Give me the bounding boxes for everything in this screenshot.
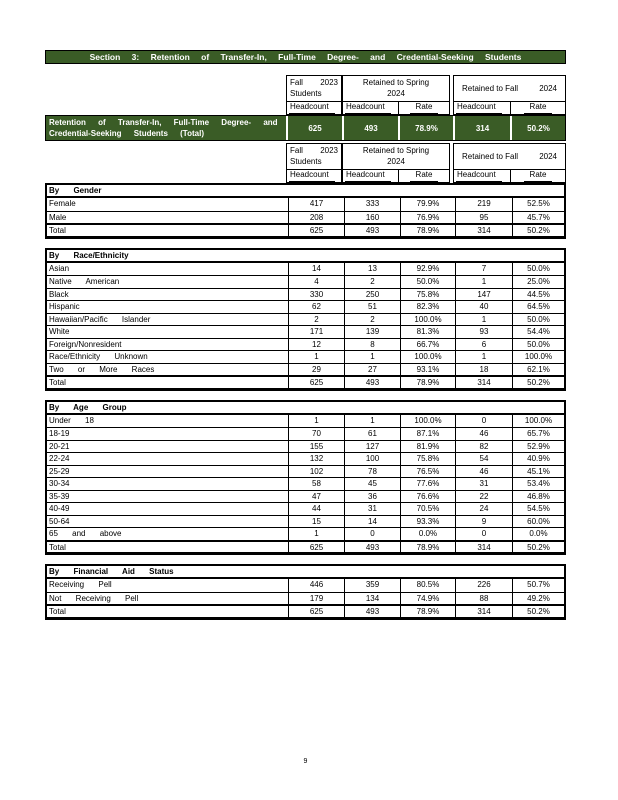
- cell-fall2024-headcount: 22: [455, 491, 512, 503]
- table-row: [47, 275, 564, 288]
- cell-spring-headcount: 2: [344, 276, 400, 288]
- cell-fall-headcount: 625: [288, 225, 344, 236]
- overall-total-label: Retention of Transfer-In, Full-Time Degree- and Credential-Seeking Students (Total): [49, 118, 278, 138]
- cell-fall2024-rate: 40.9%: [512, 453, 564, 465]
- cell-fall2024-headcount: 31: [455, 478, 512, 490]
- col-retained-fall-year: 2024: [539, 152, 557, 161]
- cell-fall2024-rate: 46.8%: [512, 491, 564, 503]
- row-label: Female: [49, 199, 76, 208]
- cell-spring-rate: 79.9%: [400, 198, 455, 211]
- column-header-block: [45, 75, 566, 115]
- table-row: [47, 477, 564, 490]
- cell-spring-headcount: 14: [344, 516, 400, 528]
- table-section-by-race-ethnicity: [45, 248, 566, 391]
- cell-fall2024-headcount: 54: [455, 453, 512, 465]
- row-label: Two or More Races: [49, 364, 155, 374]
- row-label: Race/Ethnicity Unknown: [49, 352, 148, 361]
- cell-fall2024-rate: 49.2%: [512, 593, 564, 605]
- cell-fall2024-rate: 100.0%: [512, 415, 564, 428]
- table-row: [47, 313, 564, 326]
- cell-spring-headcount: 127: [344, 441, 400, 453]
- table-row: [47, 198, 564, 211]
- cell-fall2024-headcount: 1: [455, 276, 512, 288]
- table-row: [47, 502, 564, 515]
- subheader-headcount: Headcount: [287, 102, 341, 114]
- cell-spring-headcount: 0: [344, 528, 400, 540]
- row-label: Receiving Pell: [49, 580, 112, 589]
- cell-spring-headcount: 27: [344, 364, 400, 376]
- row-label: Foreign/Nonresident: [49, 339, 122, 349]
- cell-fall2024-headcount: 40: [455, 301, 512, 313]
- col-group-retained-spring-2024: [342, 143, 450, 183]
- table-row: [47, 350, 564, 363]
- cell-spring-rate: 76.9%: [400, 212, 455, 224]
- cell-fall-headcount: 4: [288, 276, 344, 288]
- cell-fall-headcount: 15: [288, 516, 344, 528]
- cell-spring-headcount: 160: [344, 212, 400, 224]
- cell-spring-rate: 93.1%: [400, 364, 455, 376]
- row-label: 65 and above: [49, 529, 122, 538]
- cell-fall2024-headcount: 88: [455, 593, 512, 605]
- section-header: By Financial Aid Status: [47, 566, 564, 579]
- col-group-retained-fall-2024: [453, 75, 566, 115]
- cell-spring-rate: 70.5%: [400, 503, 455, 515]
- cell-fall2024-rate: 52.5%: [512, 198, 564, 211]
- row-label: Native American: [49, 277, 120, 286]
- cell-spring-headcount: 1: [344, 351, 400, 363]
- cell-spring-headcount: 36: [344, 491, 400, 503]
- col-fall-year: 2023: [320, 78, 338, 87]
- cell-spring-headcount: 51: [344, 301, 400, 313]
- cell-spring-rate: 87.1%: [400, 428, 455, 440]
- table-section-by-financial-aid-status: [45, 564, 566, 620]
- cell-fall2024-headcount: 314: [455, 377, 512, 388]
- row-label: Under 18: [49, 415, 94, 425]
- cell-fall-headcount: 62: [288, 301, 344, 313]
- cell-fall2024-headcount: 95: [455, 212, 512, 224]
- overall-total-fall2024-headcount: 314: [453, 116, 510, 140]
- row-label: Not Receiving Pell: [49, 593, 139, 603]
- cell-fall-headcount: 12: [288, 339, 344, 351]
- cell-fall-headcount: 155: [288, 441, 344, 453]
- cell-fall-headcount: 47: [288, 491, 344, 503]
- table-total-row: [47, 604, 564, 617]
- row-label: Hawaiian/Pacific Islander: [49, 314, 151, 324]
- cell-spring-headcount: 493: [344, 606, 400, 617]
- table-section-by-age-group: [45, 400, 566, 556]
- cell-fall-headcount: 446: [288, 579, 344, 592]
- col-retained-fall-label: Retained to Fall: [462, 152, 519, 161]
- cell-fall2024-rate: 52.9%: [512, 441, 564, 453]
- cell-fall2024-rate: 50.2%: [512, 542, 564, 553]
- cell-fall2024-headcount: 314: [455, 606, 512, 617]
- row-label: 50-64: [49, 516, 70, 526]
- cell-fall2024-rate: 65.7%: [512, 428, 564, 440]
- row-label: 20-21: [49, 441, 70, 451]
- col-retained-fall-year: 2024: [539, 84, 557, 93]
- subheader-rate: Rate: [398, 170, 449, 182]
- cell-spring-rate: 75.8%: [400, 453, 455, 465]
- cell-fall2024-headcount: 93: [455, 326, 512, 338]
- cell-fall-headcount: 2: [288, 314, 344, 326]
- overall-total-spring-headcount: 493: [342, 116, 398, 140]
- cell-fall2024-headcount: 24: [455, 503, 512, 515]
- col-fall-students: Students: [290, 89, 322, 98]
- cell-fall-headcount: 29: [288, 364, 344, 376]
- cell-spring-rate: 78.9%: [400, 606, 455, 617]
- cell-fall2024-rate: 54.4%: [512, 326, 564, 338]
- cell-spring-rate: 80.5%: [400, 579, 455, 592]
- row-label: Total: [49, 607, 66, 616]
- cell-fall-headcount: 625: [288, 542, 344, 553]
- cell-fall-headcount: 208: [288, 212, 344, 224]
- overall-total-spring-rate: 78.9%: [398, 116, 453, 140]
- cell-fall2024-headcount: 314: [455, 542, 512, 553]
- col-retained-spring-label: Retained to Spring: [362, 146, 430, 155]
- table-row: [47, 263, 564, 276]
- header-spacer: [45, 75, 286, 115]
- overall-total-row: [45, 115, 566, 141]
- subheader-headcount: Headcount: [343, 102, 398, 114]
- page-number: 9: [303, 758, 308, 765]
- cell-fall2024-rate: 25.0%: [512, 276, 564, 288]
- table-row: [47, 363, 564, 376]
- cell-fall2024-headcount: 18: [455, 364, 512, 376]
- cell-fall2024-headcount: 82: [455, 441, 512, 453]
- subheader-headcount: Headcount: [454, 102, 510, 114]
- cell-spring-rate: 78.9%: [400, 225, 455, 236]
- section-header: By Gender: [47, 185, 564, 198]
- cell-fall-headcount: 171: [288, 326, 344, 338]
- cell-fall2024-headcount: 1: [455, 351, 512, 363]
- cell-spring-rate: 76.6%: [400, 491, 455, 503]
- cell-spring-headcount: 45: [344, 478, 400, 490]
- cell-spring-headcount: 333: [344, 198, 400, 211]
- col-group-fall-2023-students: [286, 75, 342, 115]
- col-retained-spring-year: 2024: [387, 89, 405, 98]
- cell-spring-headcount: 250: [344, 289, 400, 301]
- cell-spring-rate: 78.9%: [400, 542, 455, 553]
- row-label: 25-29: [49, 466, 70, 476]
- table-row: [47, 465, 564, 478]
- cell-spring-rate: 0.0%: [400, 528, 455, 540]
- table-row: [47, 325, 564, 338]
- cell-fall-headcount: 58: [288, 478, 344, 490]
- cell-fall2024-headcount: 219: [455, 198, 512, 211]
- cell-fall2024-rate: 45.1%: [512, 466, 564, 478]
- cell-spring-rate: 100.0%: [400, 415, 455, 428]
- cell-spring-headcount: 134: [344, 593, 400, 605]
- cell-spring-headcount: 31: [344, 503, 400, 515]
- report-content: [45, 50, 566, 629]
- cell-spring-headcount: 8: [344, 339, 400, 351]
- table-row: [47, 300, 564, 313]
- breakdown-sections: [45, 183, 566, 620]
- cell-fall-headcount: 625: [288, 606, 344, 617]
- col-fall-word: Fall: [290, 78, 303, 87]
- table-row: [47, 440, 564, 453]
- cell-fall2024-rate: 45.7%: [512, 212, 564, 224]
- cell-fall2024-rate: 50.2%: [512, 606, 564, 617]
- overall-total-fall-headcount: 625: [286, 116, 342, 140]
- row-label: Total: [49, 226, 66, 235]
- col-fall-word: Fall: [290, 146, 303, 155]
- subheader-headcount: Headcount: [287, 170, 341, 182]
- cell-spring-rate: 76.5%: [400, 466, 455, 478]
- cell-spring-headcount: 61: [344, 428, 400, 440]
- cell-fall-headcount: 1: [288, 415, 344, 428]
- header-spacer: [45, 143, 286, 183]
- cell-spring-headcount: 78: [344, 466, 400, 478]
- table-row: [47, 527, 564, 540]
- cell-fall2024-headcount: 0: [455, 415, 512, 428]
- table-row: [47, 415, 564, 428]
- cell-spring-rate: 66.7%: [400, 339, 455, 351]
- cell-fall-headcount: 417: [288, 198, 344, 211]
- cell-spring-headcount: 100: [344, 453, 400, 465]
- cell-fall-headcount: 14: [288, 263, 344, 276]
- cell-spring-rate: 100.0%: [400, 314, 455, 326]
- cell-spring-rate: 81.3%: [400, 326, 455, 338]
- col-fall-year: 2023: [320, 146, 338, 155]
- cell-spring-headcount: 493: [344, 542, 400, 553]
- row-label: 18-19: [49, 429, 70, 438]
- cell-spring-rate: 77.6%: [400, 478, 455, 490]
- row-label: Total: [49, 542, 66, 552]
- column-header-block: [45, 143, 566, 183]
- row-label: Male: [49, 212, 67, 222]
- cell-fall2024-rate: 60.0%: [512, 516, 564, 528]
- cell-fall2024-rate: 50.0%: [512, 339, 564, 351]
- section-header: By Age Group: [47, 402, 564, 415]
- cell-fall2024-headcount: 147: [455, 289, 512, 301]
- cell-spring-headcount: 1: [344, 415, 400, 428]
- cell-spring-rate: 75.8%: [400, 289, 455, 301]
- cell-spring-headcount: 139: [344, 326, 400, 338]
- subheader-rate: Rate: [510, 170, 565, 182]
- cell-spring-rate: 82.3%: [400, 301, 455, 313]
- row-label: Total: [49, 378, 66, 387]
- table-total-row: [47, 223, 564, 236]
- cell-fall2024-rate: 100.0%: [512, 351, 564, 363]
- col-retained-spring-label: Retained to Spring: [362, 78, 430, 87]
- cell-fall2024-headcount: 226: [455, 579, 512, 592]
- table-row: [47, 579, 564, 592]
- subheader-rate: Rate: [510, 102, 565, 114]
- cell-fall-headcount: 1: [288, 528, 344, 540]
- cell-spring-rate: 78.9%: [400, 377, 455, 388]
- cell-fall2024-headcount: 46: [455, 466, 512, 478]
- table-row: [47, 452, 564, 465]
- cell-spring-rate: 81.9%: [400, 441, 455, 453]
- cell-fall2024-headcount: 6: [455, 339, 512, 351]
- cell-spring-headcount: 493: [344, 377, 400, 388]
- overall-total-fall2024-rate: 50.2%: [510, 116, 565, 140]
- table-row: [47, 427, 564, 440]
- row-label: 30-34: [49, 479, 70, 488]
- table-row: [47, 338, 564, 351]
- cell-spring-headcount: 2: [344, 314, 400, 326]
- col-retained-fall-label: Retained to Fall: [462, 84, 519, 93]
- cell-spring-rate: 92.9%: [400, 263, 455, 276]
- cell-fall-headcount: 330: [288, 289, 344, 301]
- cell-fall2024-headcount: 46: [455, 428, 512, 440]
- cell-spring-rate: 100.0%: [400, 351, 455, 363]
- subheader-rate: Rate: [398, 102, 449, 114]
- table-total-row: [47, 375, 564, 388]
- cell-fall2024-rate: 50.2%: [512, 225, 564, 236]
- cell-fall2024-rate: 50.0%: [512, 314, 564, 326]
- row-label: Asian: [49, 263, 70, 273]
- row-label: White: [49, 327, 70, 336]
- cell-fall2024-rate: 50.0%: [512, 263, 564, 276]
- col-fall-students: Students: [290, 157, 322, 166]
- subheader-headcount: Headcount: [454, 170, 510, 182]
- cell-fall-headcount: 625: [288, 377, 344, 388]
- cell-fall2024-rate: 53.4%: [512, 478, 564, 490]
- table-row: [47, 592, 564, 605]
- cell-fall2024-headcount: 0: [455, 528, 512, 540]
- report-title-bar: Section 3: Retention of Transfer-In, Full-Time Degree- and Credential-Seeking Students: [45, 50, 566, 64]
- row-label: 35-39: [49, 491, 70, 501]
- col-group-retained-spring-2024: [342, 75, 450, 115]
- cell-fall-headcount: 1: [288, 351, 344, 363]
- table-row: [47, 490, 564, 503]
- table-row: [47, 515, 564, 528]
- cell-spring-rate: 74.9%: [400, 593, 455, 605]
- cell-fall2024-rate: 50.2%: [512, 377, 564, 388]
- row-label: 22-24: [49, 454, 70, 463]
- cell-fall2024-headcount: 9: [455, 516, 512, 528]
- row-label: 40-49: [49, 504, 70, 513]
- cell-fall-headcount: 70: [288, 428, 344, 440]
- row-label: Black: [49, 289, 69, 299]
- section-header: By Race/Ethnicity: [47, 250, 564, 263]
- cell-fall2024-rate: 0.0%: [512, 528, 564, 540]
- col-retained-spring-year: 2024: [387, 157, 405, 166]
- cell-fall2024-rate: 54.5%: [512, 503, 564, 515]
- cell-fall2024-headcount: 1: [455, 314, 512, 326]
- table-section-by-gender: [45, 183, 566, 239]
- cell-fall2024-rate: 50.7%: [512, 579, 564, 592]
- cell-spring-rate: 93.3%: [400, 516, 455, 528]
- cell-fall2024-rate: 64.5%: [512, 301, 564, 313]
- cell-fall-headcount: 179: [288, 593, 344, 605]
- table-row: [47, 211, 564, 224]
- subheader-headcount: Headcount: [343, 170, 398, 182]
- col-group-retained-fall-2024: [453, 143, 566, 183]
- table-row: [47, 288, 564, 301]
- cell-fall-headcount: 44: [288, 503, 344, 515]
- cell-fall2024-rate: 44.5%: [512, 289, 564, 301]
- cell-fall2024-rate: 62.1%: [512, 364, 564, 376]
- cell-spring-headcount: 359: [344, 579, 400, 592]
- cell-spring-headcount: 13: [344, 263, 400, 276]
- cell-spring-rate: 50.0%: [400, 276, 455, 288]
- table-total-row: [47, 540, 564, 553]
- col-group-fall-2023-students: [286, 143, 342, 183]
- cell-fall2024-headcount: 7: [455, 263, 512, 276]
- cell-spring-headcount: 493: [344, 225, 400, 236]
- cell-fall-headcount: 102: [288, 466, 344, 478]
- cell-fall-headcount: 132: [288, 453, 344, 465]
- row-label: Hispanic: [49, 302, 80, 311]
- cell-fall2024-headcount: 314: [455, 225, 512, 236]
